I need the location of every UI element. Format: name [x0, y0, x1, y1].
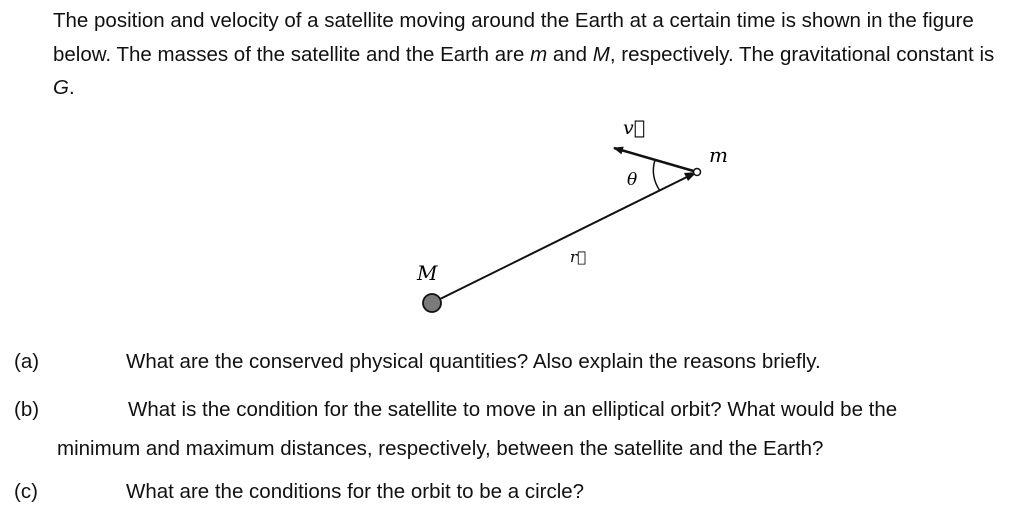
question-a-label: (a) [14, 350, 40, 373]
satellite-mass-symbol: m [530, 42, 548, 66]
intro-text-and: and [547, 42, 593, 66]
intro-text-1: The position and velocity of a satellite moving around the Earth at a certain time is shown in the figure below. The masses of the satellite and the Earth are [53, 9, 974, 66]
intro-text-end: . [68, 76, 75, 99]
question-b-text: What is the condition for the satellite to move in an elliptical orbit? What would be the [128, 398, 898, 421]
position-vector-label: r⃗ [570, 248, 587, 266]
earth-label: M [417, 261, 438, 285]
velocity-vector-arrow [614, 148, 697, 172]
angle-arc [653, 160, 660, 191]
satellite-dot [694, 169, 701, 176]
earth-mass-symbol: M [592, 42, 610, 66]
question-a-text: What are the conserved physical quantities? Also explain the reasons briefly. [126, 350, 821, 373]
position-vector-line [432, 172, 697, 303]
question-c-label: (c) [14, 480, 38, 503]
gravitational-constant-symbol: G [53, 76, 69, 99]
velocity-vector-label: v⃗ [623, 117, 646, 139]
question-c-text: What are the conditions for the orbit to be a circle? [126, 480, 585, 503]
earth-circle [423, 294, 441, 312]
angle-theta-label: θ [627, 170, 638, 190]
question-b-continuation: minimum and maximum distances, respectively, between the satellite and the Earth? [57, 437, 824, 460]
intro-text-2: , respectively. The gravitational constant is [609, 42, 995, 66]
question-b-label: (b) [14, 398, 40, 421]
satellite-label: m [709, 143, 728, 167]
